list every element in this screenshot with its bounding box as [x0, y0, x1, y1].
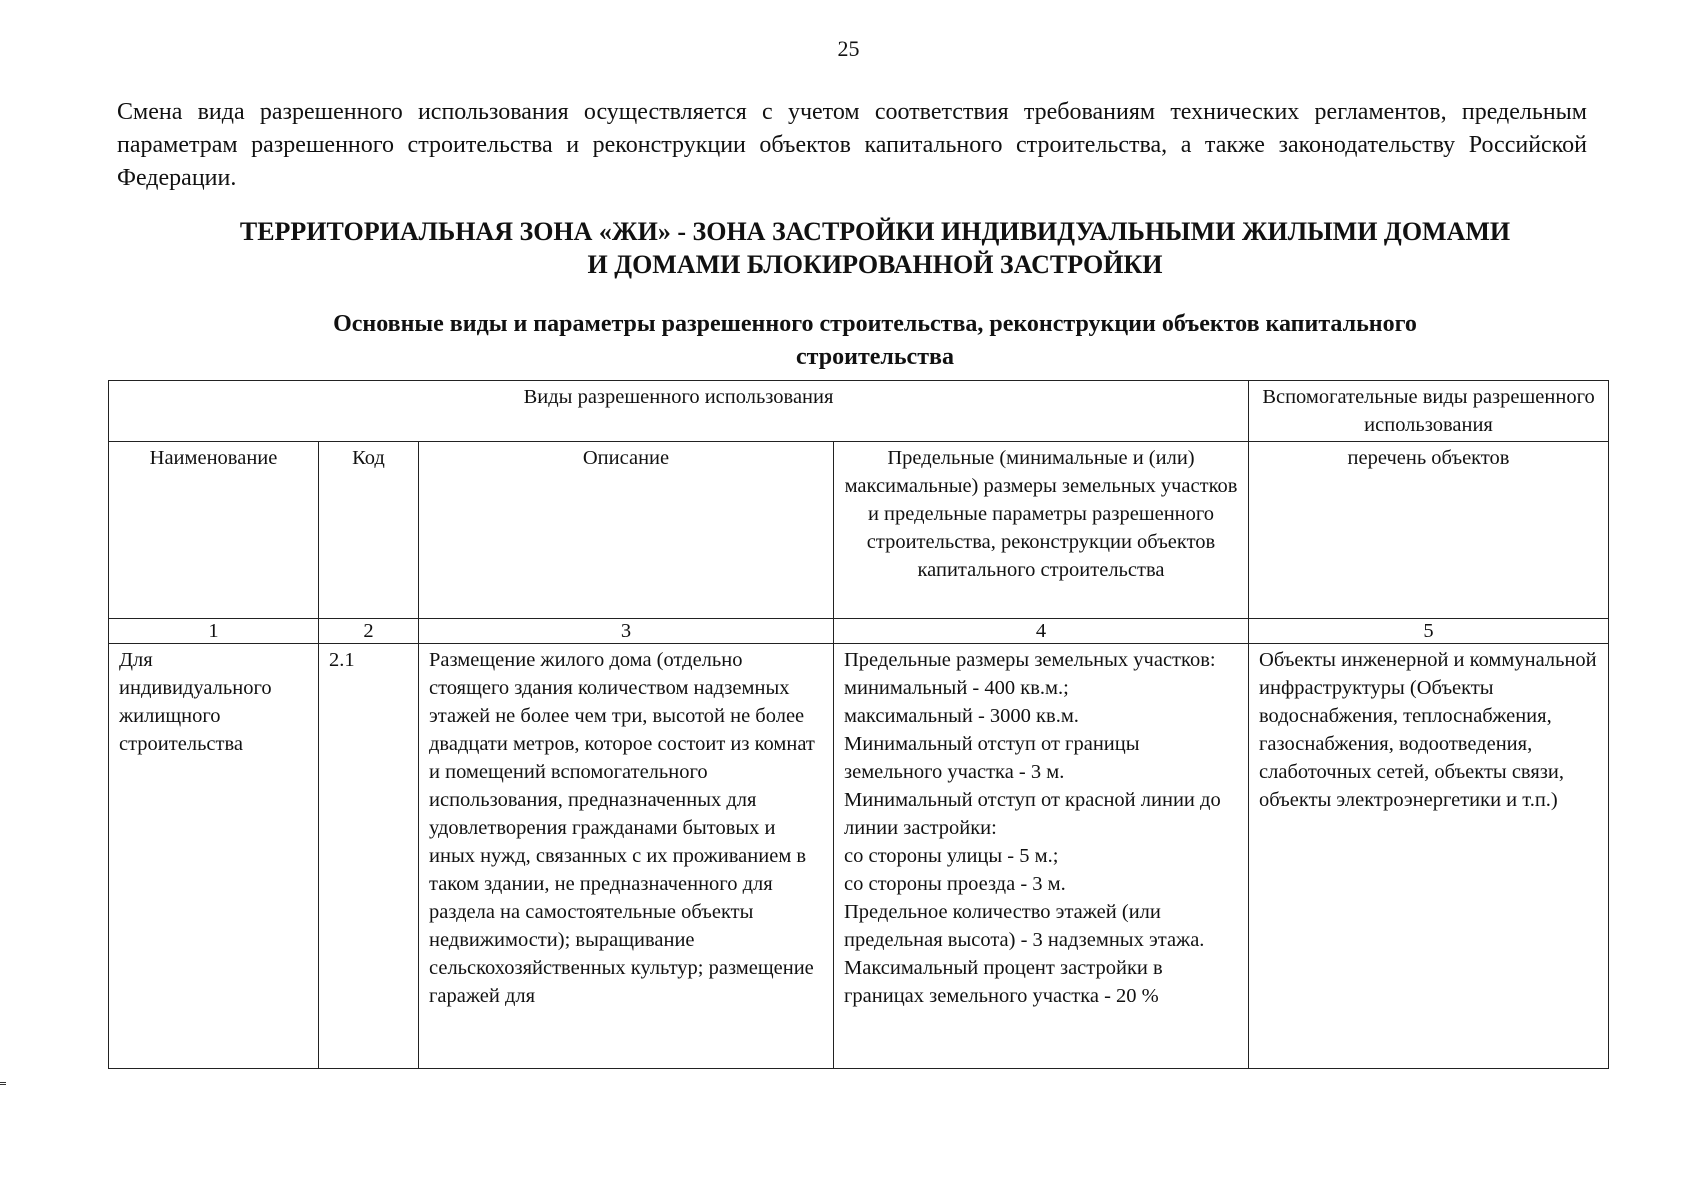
- zone-title: [150, 215, 1600, 281]
- column-number-row: [109, 619, 1609, 644]
- col-number-1: 1: [109, 619, 319, 644]
- param-line: максимальный - 3000 кв.м.: [844, 705, 1079, 727]
- col-number-2: 2: [319, 619, 419, 644]
- col-number-3: 3: [419, 619, 834, 644]
- group-header-row: [109, 381, 1609, 442]
- col-header-name: Наименование: [109, 442, 319, 619]
- row-code: 2.1: [319, 644, 419, 1069]
- group-header-main: Виды разрешенного использования: [109, 381, 1249, 442]
- param-line: минимальный - 400 кв.м.;: [844, 677, 1069, 699]
- intro-paragraph: Смена вида разрешенного использования осуществляется с учетом соответствия требованиям технических регламентов, предельным параметрам разрешенного строительства и реконструкции объектов капитального строительства, а также законодательству Российской Федерации.: [117, 99, 1587, 191]
- param-line: Максимальный процент застройки в границах земельного участка - 20 %: [844, 957, 1163, 1007]
- column-header-row: [109, 442, 1609, 619]
- section-title: [150, 308, 1600, 374]
- col-number-5: 5: [1249, 619, 1609, 644]
- col-header-code: Код: [319, 442, 419, 619]
- zone-title-line-1: ТЕРРИТОРИАЛЬНАЯ ЗОНА «ЖИ» - ЗОНА ЗАСТРОЙКИ ИНДИВИДУАЛЬНЫМИ ЖИЛЫМИ ДОМАМИ: [239, 217, 1511, 246]
- col-number-4: 4: [834, 619, 1249, 644]
- row-params: [834, 644, 1249, 1069]
- col-header-objects: перечень объектов: [1249, 442, 1609, 619]
- param-line: Предельное количество этажей (или предельная высота) - 3 надземных этажа.: [844, 901, 1205, 951]
- col-header-description: Описание: [419, 442, 834, 619]
- page-number: 25: [837, 36, 860, 61]
- param-line: со стороны проезда - 3 м.: [844, 873, 1066, 895]
- group-header-aux: Вспомогательные виды разрешенного использования: [1249, 381, 1609, 442]
- zone-title-line-2: И ДОМАМИ БЛОКИРОВАННОЙ ЗАСТРОЙКИ: [587, 250, 1163, 279]
- section-title-line-1: Основные виды и параметры разрешенного строительства, реконструкции объектов капитального: [333, 311, 1417, 337]
- table-row: [109, 644, 1609, 1069]
- permitted-use-table: [108, 380, 1609, 1069]
- section-title-line-2: строительства: [796, 344, 954, 370]
- col-header-params: Предельные (минимальные и (или) максимальные) размеры земельных участков и предельные параметры разрешенного строительства, реконструкции объектов капитального строительства: [834, 442, 1249, 619]
- param-line: Предельные размеры земельных участков:: [844, 649, 1216, 671]
- margin-mark: [0, 1082, 6, 1085]
- row-aux-objects: Объекты инженерной и коммунальной инфраструктуры (Объекты водоснабжения, теплоснабжения, газоснабжения, водоотведения, слаботочных сетей, объекты связи, объекты электроэнергетики и т.п.): [1249, 644, 1609, 1069]
- param-line: Минимальный отступ от границы земельного участка - 3 м.: [844, 733, 1140, 783]
- row-name: Для индивидуального жилищного строительства: [109, 644, 319, 1069]
- param-line: со стороны улицы - 5 м.;: [844, 845, 1059, 867]
- param-line: Минимальный отступ от красной линии до линии застройки:: [844, 789, 1221, 839]
- row-description: Размещение жилого дома (отдельно стоящего здания количеством надземных этажей не более чем три, высотой не более двадцати метров, которое состоит из комнат и помещений вспомогательного использования, предназначенных для удовлетворения гражданами бытовых и иных нужд, связанных с их проживанием в таком здании, не предназначенного для раздела на самостоятельные объекты недвижимости); выращивание сельскохозяйственных культур; размещение гаражей для: [419, 644, 834, 1069]
